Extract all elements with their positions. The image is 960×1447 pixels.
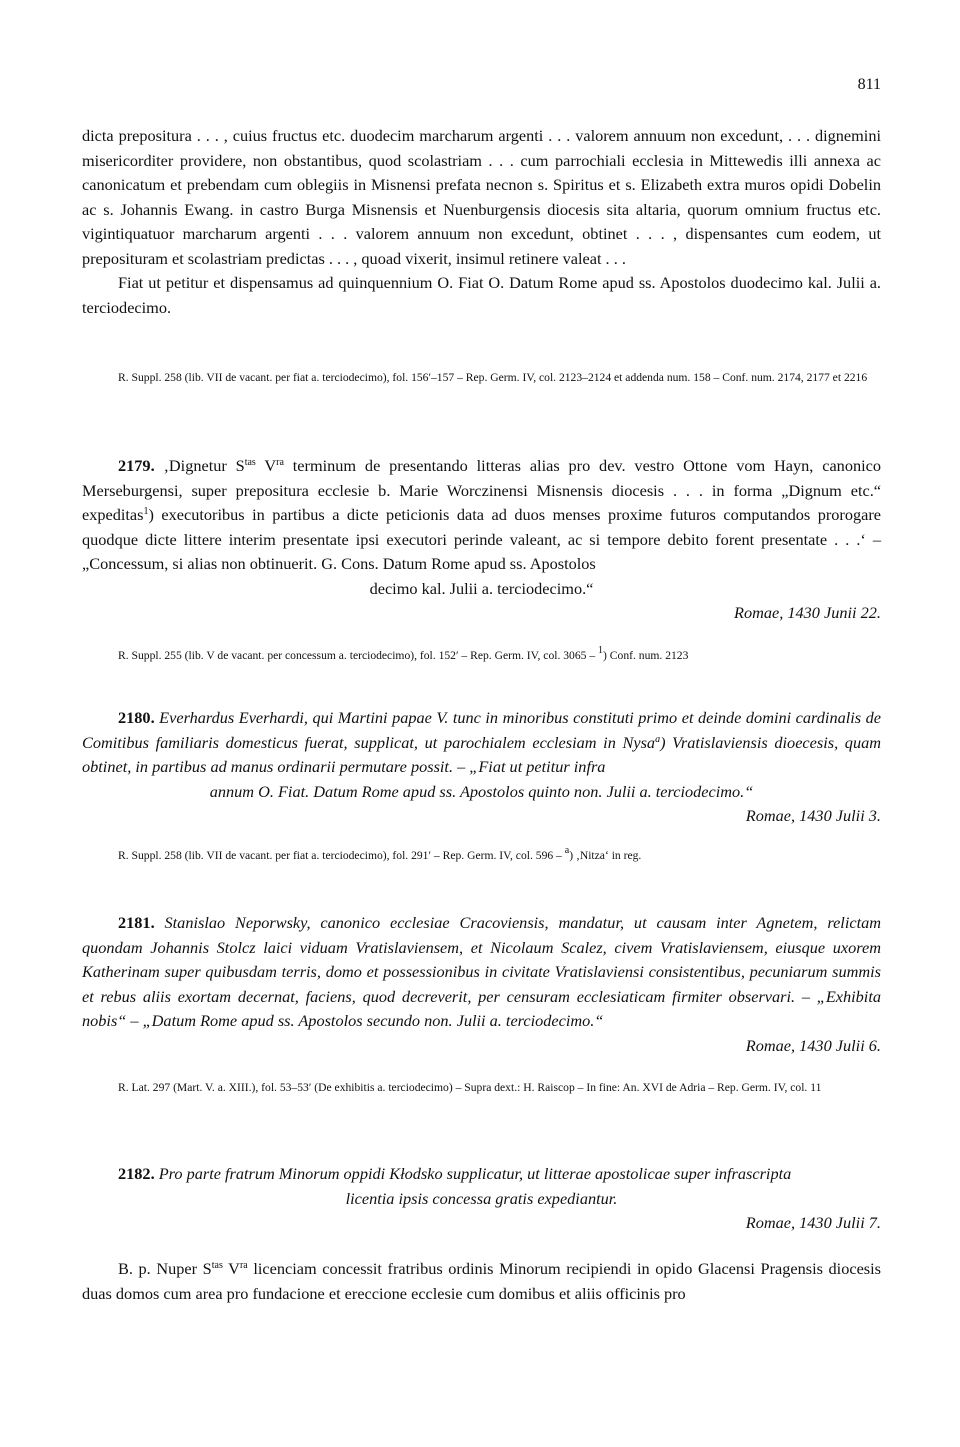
date-place: Romae, 1430 Julii 3. (745, 806, 881, 825)
footnote-block (82, 846, 881, 865)
footnote-text: R. Suppl. 258 (lib. VII de vacant. per fiat a. terciodecimo), fol. 291′ – Rep. Germ. IV, col. 596 – $^a$) ‚Nitza‘ in reg. (118, 845, 642, 862)
entry-2182-body (82, 1257, 881, 1306)
date-place: Romae, 1430 Julii 6. (745, 1035, 881, 1055)
entry-text-centered: annum O. Fiat. Datum Rome apud ss. Apostolos quinto non. Julii a. terciodecimo.“ (209, 781, 754, 801)
entry-text-centered: licentia ipsis concessa gratis expediantur. (345, 1188, 618, 1208)
footnote-block (82, 646, 881, 665)
page-number: 811 (857, 76, 881, 93)
footnote-text: R. Suppl. 258 (lib. VII de vacant. per fiat a. terciodecimo), fol. 156′–157 – Rep. Germ. IV, col. 2123–2124 et addenda num. 158 – Conf. num. 2174, 2177 et 2216 (118, 371, 868, 384)
document-page (82, 0, 881, 1447)
entry-number: 2180. (118, 708, 155, 727)
entry-number: 2179. (118, 456, 155, 475)
entry-text: 2182. Pro parte fratrum Minorum oppidi Kłodsko supplicatur, ut litterae apostolicae super infrascripta (118, 1164, 792, 1183)
entry-number: 2181. (118, 913, 155, 932)
footnote-block (82, 368, 881, 387)
entry-continuation (82, 124, 881, 320)
entry-text-centered: decimo kal. Julii a. terciodecimo.“ (369, 578, 594, 598)
footnote-block (82, 1078, 881, 1097)
entry-text: 2179. ‚Dignetur $S^{tas}$ $V^{ra}$ terminum de presentando litteras alias pro dev. vestro Ottone vom Hayn, canonico Merseburgensi, super prepositura ecclesie b. Marie Worczinensi Misnensis diocesis . . . in forma „Dignum etc.“ expeditas$^1$) executoribus in partibus a dicte peticionis data ad duos menses proxime futuros computandos prorogare quodque dicte littere interim presentate ipsi executori perinde valeant, ac si tempore debito forent presentate . . .‘ – „Concessum, si alias non obtinuerit. G. Cons. Datum Rome apud ss. Apostolos (82, 456, 881, 573)
entry-text: dicta prepositura . . . , cuius fructus etc. duodecim marcharum argenti . . . valorem annuum non excedunt, . . . dignemini misericorditer providere, non obstantibus, quod scolastriam . . . cum parrochiali ecclesia in Mittewedis illi annexa ac canonicatum et prebendam cum oblegiis in Misnensi prefata necnon s. Spiritus et s. Elizabeth extra muros opidi Dobelin ac s. Johannis Ewang. in castro Burga Misnensis et Nuenburgensis diocesis sita altaria, quorum omnium fructus etc. vigintiquatuor marcharum argenti . . . valorem annuum non excedunt, obtinet . . . , dispensantes cum eodem, ut preposituram et scolastriam predictas . . . , quoad vixerit, insimul retinere valeat . . . (82, 126, 881, 268)
footnote-text: R. Lat. 297 (Mart. V. a. XIII.), fol. 53–53′ (De exhibitis a. terciodecimo) – Supra dext.: H. Raiscop – In fine: An. XVI de Adria – Rep. Germ. IV, col. 11 (118, 1081, 822, 1094)
entry-2182 (82, 1162, 881, 1236)
entry-body-text: B. p. Nuper $S^{tas}$ $V^{ra}$ licenciam concessit fratribus ordinis Minorum recipiendi in opido Glacensi Pragensis diocesis duas domos cum area pro fundacione et ereccione ecclesie cum domibus et aliis officinis pro (82, 1259, 881, 1303)
entry-text: 2181. Stanislao Neporwsky, canonico ecclesiae Cracoviensis, mandatur, ut causam inter Agnetem, relictam quondam Johannis Stolcz laici viduam Vratislaviensem, et Nicolaum Scalez, civem Vratislaviensem, eiusque uxorem Katherinam super quibusdam terris, domo et possessionibus in civitate Vratislaviensi consistentibus, pecuniarum summis et rebus aliis exortam decernat, faciens, quod decreverit, per censuram ecclesiaticam firmiter observari. – „Exhibita nobis“ – „Datum Rome apud ss. Apostolos secundo non. Julii a. terciodecimo.“ (82, 913, 881, 1030)
entry-2180 (82, 706, 881, 829)
entry-text: 2180. Everhardus Everhardi, qui Martini papae V. tunc in minoribus constituti primo et deinde domini cardinalis de Comitibus familiaris domesticus fuerat, supplicat, ut parochialem ecclesiam in Nysa$^a$) Vratislaviensis dioecesis, quam obtinet, in partibus ad manus ordinarii permutare possit. – „Fiat ut petitur infra (82, 708, 881, 776)
date-place: Romae, 1430 Junii 22. (734, 603, 881, 622)
footnote-text: R. Suppl. 255 (lib. V de vacant. per concessum a. terciodecimo), fol. 152′ – Rep. Germ. IV, col. 3065 – $^1$) Conf. num. 2123 (118, 645, 689, 662)
date-place: Romae, 1430 Julii 7. (745, 1213, 881, 1232)
entry-number: 2182. (118, 1164, 155, 1183)
entry-2179 (82, 454, 881, 626)
entry-decision: Fiat ut petitur et dispensamus ad quinquennium O. Fiat O. Datum Rome apud ss. Apostolos duodecimo kal. Julii a. terciodecimo. (82, 273, 881, 317)
entry-2181 (82, 911, 881, 1058)
